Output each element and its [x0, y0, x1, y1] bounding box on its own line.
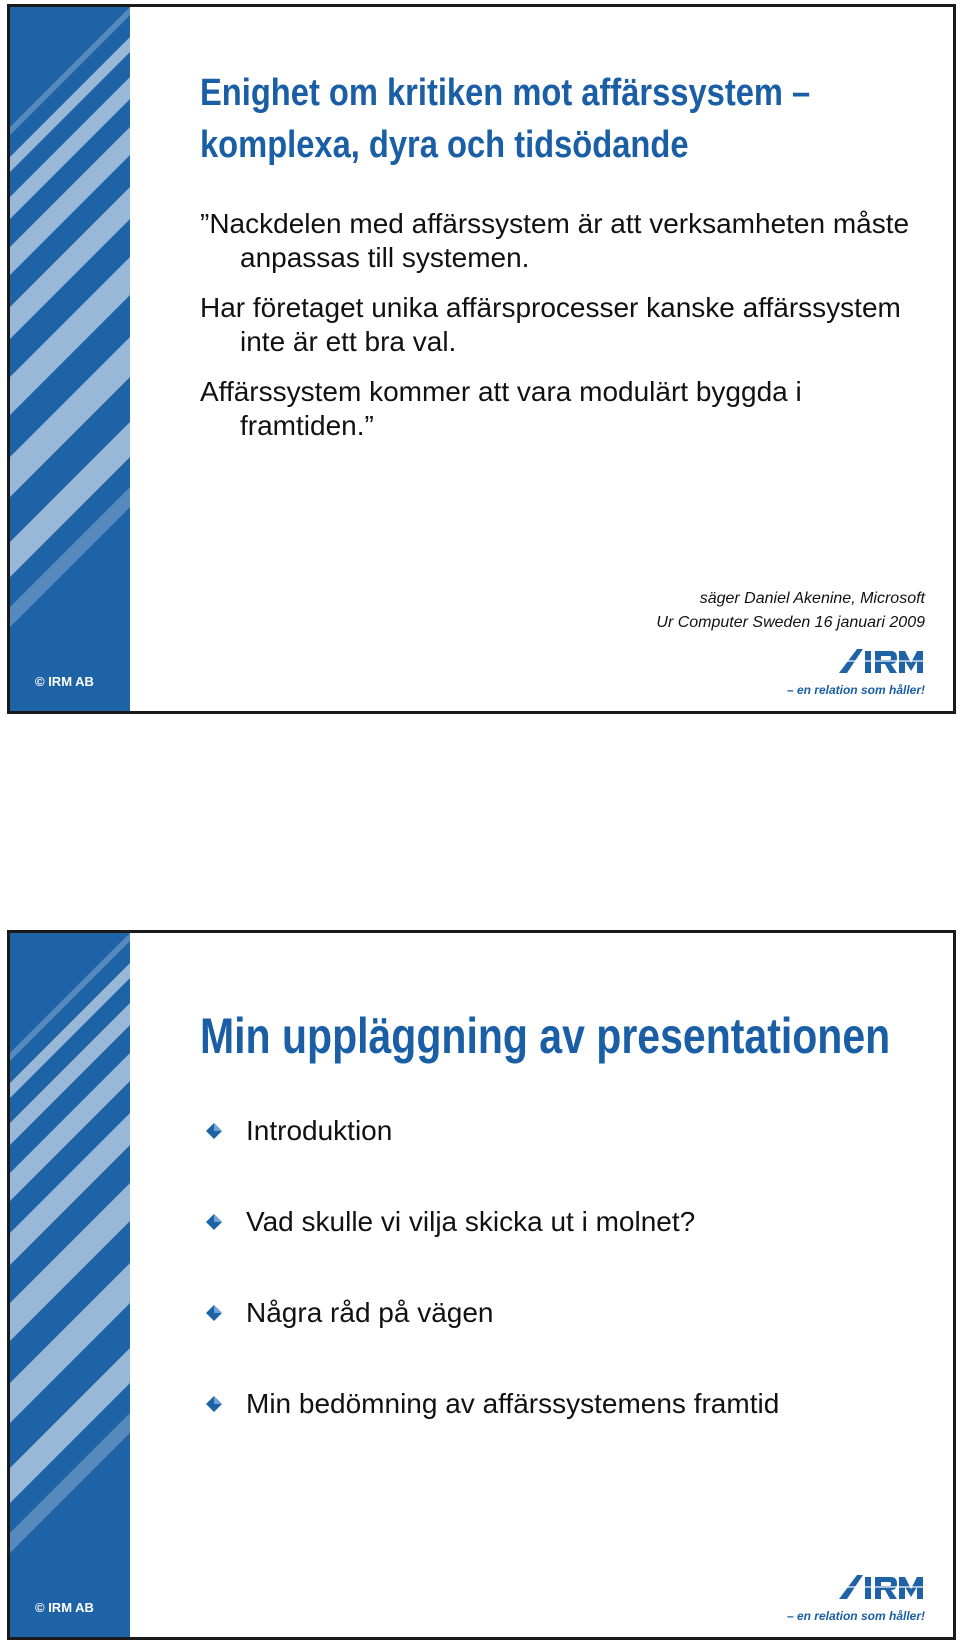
list-item	[205, 1384, 779, 1424]
list-item	[205, 1202, 779, 1242]
sidebar-band	[10, 933, 130, 1637]
slide-2	[7, 930, 956, 1640]
slide-1	[7, 4, 956, 714]
diamond-bullet-icon	[205, 1304, 223, 1322]
quote-block	[200, 207, 920, 459]
quote-line: Har företaget unika affärsprocesser kanske affärssystem inte är ett bra val.	[200, 292, 901, 357]
sidebar-band	[10, 7, 130, 711]
diamond-bullet-icon	[205, 1213, 223, 1231]
irm-logo	[785, 1573, 925, 1623]
quote-attribution	[656, 587, 925, 635]
attribution-line: Ur Computer Sweden 16 januari 2009	[656, 614, 925, 631]
attribution-line: säger Daniel Akenine, Microsoft	[699, 590, 925, 607]
irm-logo-icon	[839, 1573, 925, 1601]
diagonal-stripes-decoration	[10, 7, 130, 711]
copyright-label: © IRM AB	[35, 674, 94, 689]
quote-line: Affärssystem kommer att vara modulärt byggda i framtiden.”	[200, 376, 802, 441]
irm-logo	[785, 647, 925, 697]
list-item	[205, 1293, 779, 1333]
agenda-list	[205, 1111, 779, 1475]
slide-title: Enighet om kritiken mot affärssystem – komplexa, dyra och tidsödande	[200, 72, 811, 166]
list-item-label: Några råd på vägen	[246, 1297, 494, 1328]
logo-tagline: – en relation som håller!	[786, 1609, 925, 1623]
list-item-label: Vad skulle vi vilja skicka ut i molnet?	[246, 1206, 696, 1237]
list-item-label: Introduktion	[246, 1115, 393, 1146]
copyright-label: © IRM AB	[35, 1600, 94, 1615]
diagonal-stripes-decoration	[10, 933, 130, 1637]
irm-logo-icon	[839, 647, 925, 675]
diamond-bullet-icon	[205, 1395, 223, 1413]
diamond-bullet-icon	[205, 1122, 223, 1140]
list-item	[205, 1111, 779, 1151]
slide-title: Min uppläggning av presentationen	[200, 1008, 891, 1064]
list-item-label: Min bedömning av affärssystemens framtid	[246, 1388, 780, 1419]
logo-tagline: – en relation som håller!	[786, 683, 925, 697]
quote-line: ”Nackdelen med affärssystem är att verksamheten måste anpassas till systemen.	[200, 208, 910, 273]
